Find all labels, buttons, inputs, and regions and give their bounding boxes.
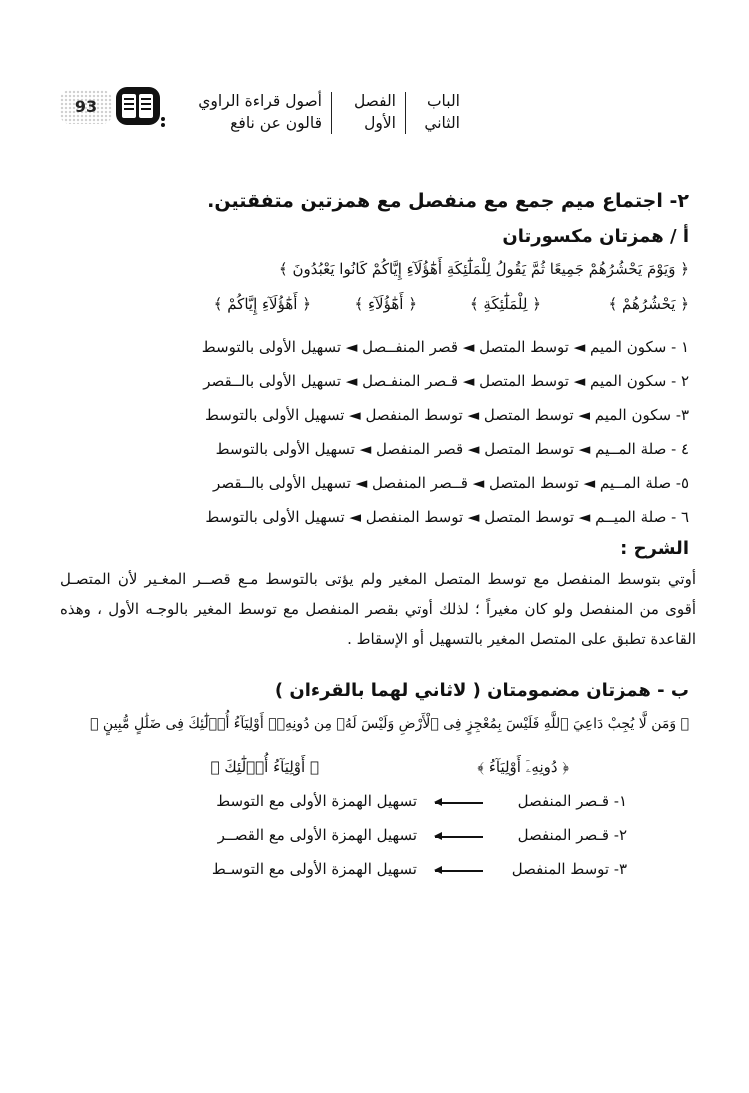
step-item xyxy=(187,790,627,824)
part-a-steps xyxy=(149,334,689,538)
arrow-left-icon xyxy=(435,802,483,804)
word-item: ﴿ أَهَٰٓؤُلَآءِ ﴾ xyxy=(354,295,417,313)
book-icon xyxy=(114,84,166,130)
step-item xyxy=(187,824,627,858)
header-divider xyxy=(405,92,406,134)
part-b-title: ب - همزتان مضمومتان ( لاثاني لهما بالقرءان ) xyxy=(274,680,689,701)
word-item: ﴿ دُونِهِۦٓ أَوْلِيَآءُ ﴾ xyxy=(477,758,569,776)
part-a-title: أ / همزتان مكسورتان xyxy=(502,226,689,247)
verse-a-words xyxy=(169,295,689,319)
step-item xyxy=(187,858,627,892)
word-item: ﴿ لِلْمَلَٰٓئِكَةِ ﴾ xyxy=(469,295,541,313)
step-case: ٢- قـصر المنفصل xyxy=(517,826,627,844)
header-chapter: الباب الثاني xyxy=(424,92,460,132)
page-header xyxy=(60,84,460,140)
header-section: الفصل الأول xyxy=(353,92,396,132)
arrow-left-icon xyxy=(435,870,483,872)
verse-b-words xyxy=(139,758,569,782)
step-rule: تسهيل الهمزة الأولى مع التوسط xyxy=(216,792,417,810)
page-number: 93 xyxy=(60,90,112,124)
word-item: ﴿ أَوْلِيَآءُ أُو۟لَٰٓئِكَ ﴾ xyxy=(210,758,319,776)
step-case: ٣- توسط المنفصل xyxy=(511,860,627,878)
verse-b: ﴿ وَمَن لَّا يُجِبْ دَاعِيَ ٱللَّهِ فَلَيْسَ بِمُعْجِزٍ فِى ٱلْأَرْضِ وَلَيْسَ لَهُۥ مِن دُونِهِۦٓ أَوْلِيَآءُ أُو۟لَٰٓئِكَ فِى ضَلَٰلٍ مُّبِينٍ ﴾ xyxy=(90,716,689,732)
step-item: ٤ - صلة المــيم ◄ توسط المتصل ◄ قصر المنفصل ◄ تسهيل الأولى بالتوسط xyxy=(215,440,689,458)
step-case: ١- قـصر المنفصل xyxy=(517,792,627,810)
step-item: ٢ - سكون الميم ◄ توسط المتصل ◄ قـصر المنفـصل ◄ تسهيل الأولى بالــقصر xyxy=(203,372,689,390)
step-item: ٦ - صلة الميــم ◄ توسط المتصل ◄ توسط المنفصل ◄ تسهيل الأولى بالتوسط xyxy=(205,508,689,526)
arrow-left-icon xyxy=(435,836,483,838)
header-title: أصول قراءة الراوي قالون عن نافع xyxy=(198,92,322,132)
header-divider xyxy=(331,92,332,134)
explanation-text: أوتي بتوسط المنفصل مع توسط المتصل المغير ولم يؤتى بالتوسط مـع قصــر المغـير لأن المتصـل أقوى من المنفصل ولو كان مغيراً ؛ لذلك أوتي بقصر المنفصل مع توسط المغير بالوجـه الأول ، وهذه القاعدة تطبق على المتصل المغير بالتسهيل أو الإسقاط . xyxy=(60,570,696,648)
verse-a: ﴿ وَيَوْمَ يَحْشُرُهُمْ جَمِيعًا ثُمَّ يَقُولُ لِلْمَلَٰٓئِكَةِ أَهَٰٓؤُلَآءِ إِيَّاكُمْ كَانُوا يَعْبُدُونَ ﴾ xyxy=(278,260,689,278)
step-rule: تسهيل الهمزة الأولى مع التوسـط xyxy=(211,860,417,878)
step-rule: تسهيل الهمزة الأولى مع القصــر xyxy=(217,826,417,844)
explanation-title: الشرح : xyxy=(620,538,689,559)
part-b-steps xyxy=(187,790,627,892)
word-item: ﴿ أَهَٰٓؤُلَآءِ إِيَّاكُمْ ﴾ xyxy=(213,295,311,313)
step-item: ١ - سكون الميم ◄ توسط المتصل ◄ قصر المنفــصل ◄ تسهيل الأولى بالتوسط xyxy=(201,338,689,356)
word-item: ﴿ يَحْشُرُهُمْ ﴾ xyxy=(608,295,689,313)
section-heading: ٢- اجتماع ميم جمع مع منفصل مع همزتين متفقتين. xyxy=(207,190,689,212)
step-item: ٣- سكون الميم ◄ توسط المتصل ◄ توسط المنفصل ◄ تسهيل الأولى بالتوسط xyxy=(205,406,689,424)
step-item: ٥- صلة المــيم ◄ توسط المتصل ◄ قــصر المنفصل ◄ تسهيل الأولى بالــقصر xyxy=(213,474,689,492)
